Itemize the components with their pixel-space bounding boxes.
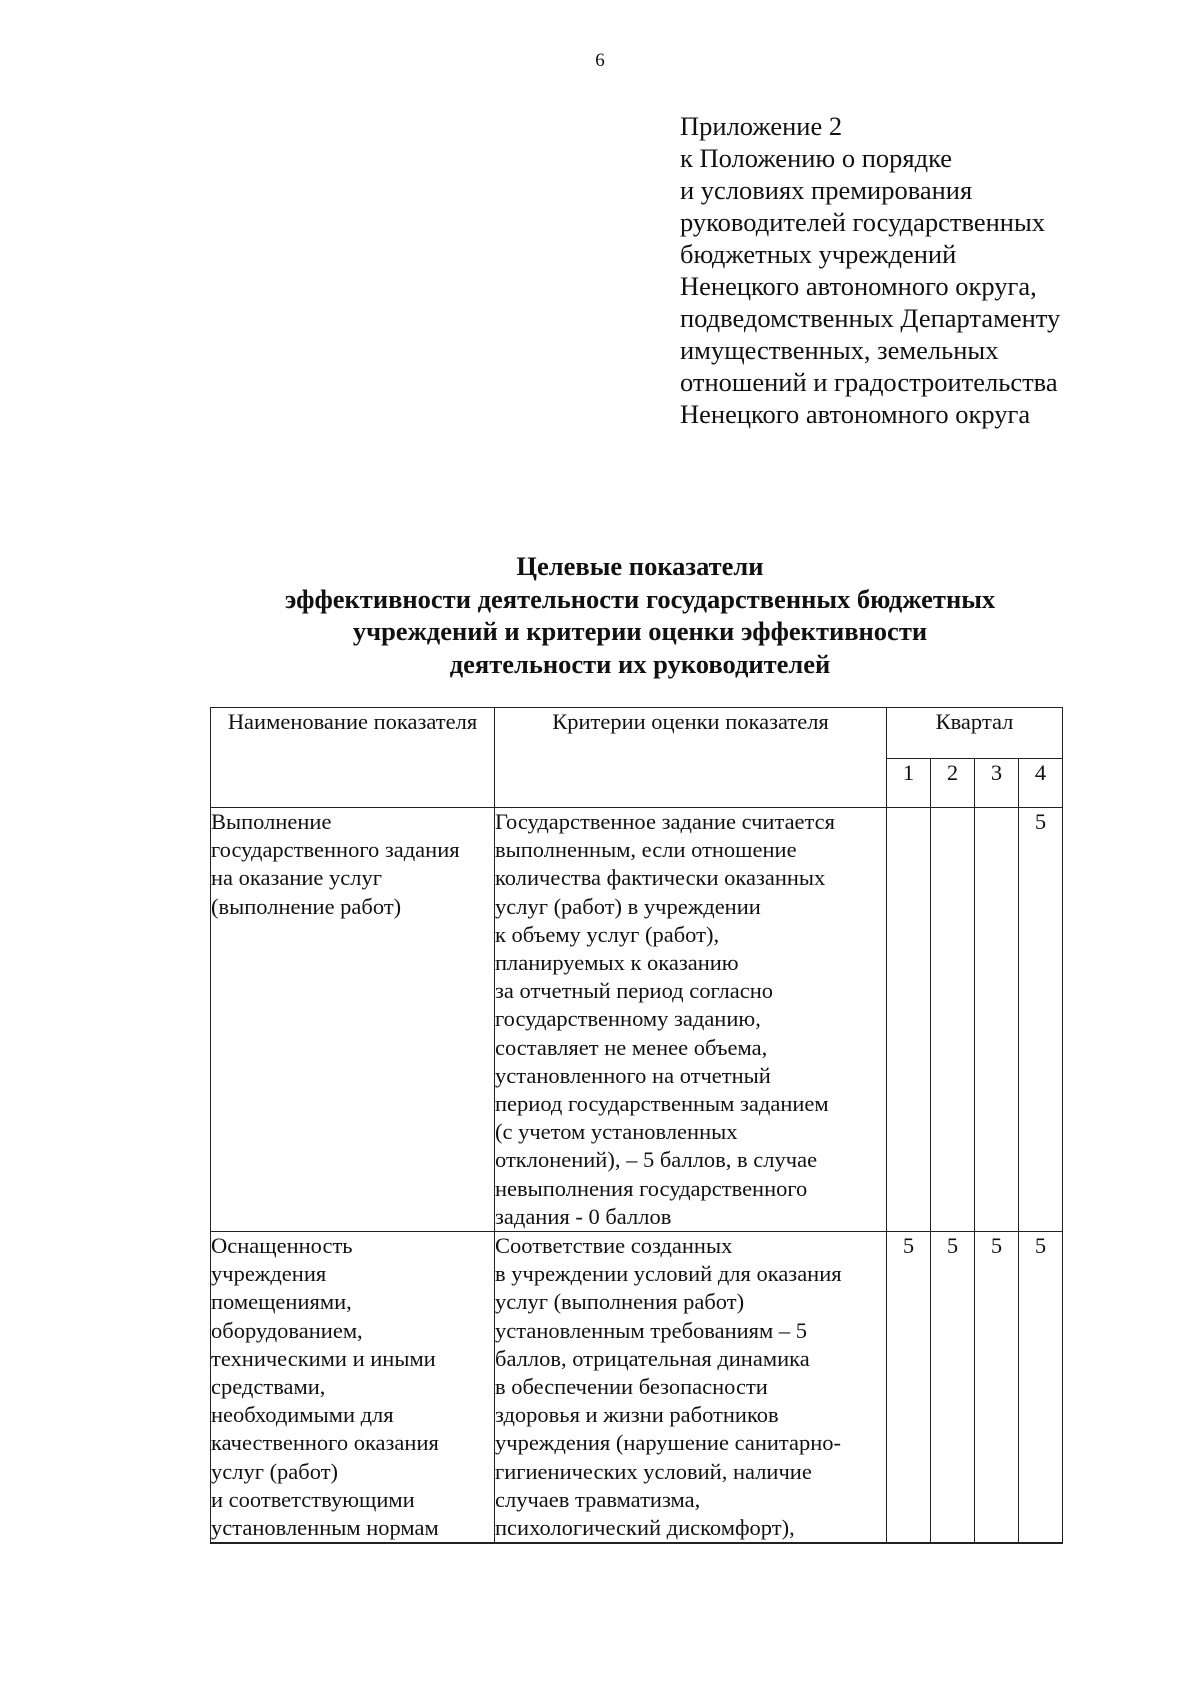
criteria-line: в обеспечении безопасности (495, 1374, 768, 1400)
indicator-name-cell (211, 808, 495, 1232)
title-line: деятельности их руководителей (449, 648, 831, 679)
indicator-name-line: качественного оказания (211, 1430, 439, 1456)
page-number: 6 (595, 50, 605, 71)
header-indicator-name: Наименование показателя (211, 708, 495, 808)
score-q3 (975, 808, 1019, 1232)
criteria-line: услуг (выполнения работ) (495, 1289, 745, 1315)
indicator-name-line: техническими и иными (211, 1345, 436, 1371)
criteria-line: установленным требованиям – 5 (495, 1317, 808, 1343)
document-title (0, 550, 1200, 680)
appendix-heading (680, 110, 1060, 430)
appendix-line: подведомственных Департаменту (680, 303, 1061, 333)
indicator-name-line: установленным нормам (211, 1515, 439, 1541)
criteria-line: составляет не менее объема, (495, 1034, 768, 1060)
criteria-line: планируемых к оказанию (495, 950, 739, 976)
criteria-line: невыполнения государственного (495, 1175, 808, 1201)
criteria-line: здоровья и жизни работников (495, 1402, 779, 1428)
indicator-name-line: помещениями, (211, 1289, 352, 1315)
score-q4: 5 (1019, 1232, 1063, 1544)
header-quarter-2: 2 (931, 759, 975, 808)
criteria-line: за отчетный период согласно (495, 978, 774, 1004)
indicator-name-line: услуг (работ) (211, 1458, 339, 1484)
criteria-line: Соответствие созданных (495, 1233, 733, 1259)
header-quarter: Квартал (887, 708, 1063, 759)
appendix-line: Приложение 2 (680, 111, 843, 141)
header-quarter-3: 3 (975, 759, 1019, 808)
appendix-line: отношений и градостроительства (680, 367, 1058, 397)
indicator-name-line: средствами, (211, 1374, 326, 1400)
appendix-line: к Положению о порядке (680, 143, 953, 173)
criteria-line: отклонений), – 5 баллов, в случае (495, 1147, 818, 1173)
criteria-line: услуг (работ) в учреждении (495, 893, 761, 919)
indicator-name-line: на оказание услуг (211, 865, 382, 891)
criteria-line: количества фактически оказанных (495, 865, 826, 891)
appendix-line: бюджетных учреждений (680, 239, 957, 269)
appendix-line: имущественных, земельных (680, 335, 999, 365)
indicator-name-line: необходимыми для (211, 1402, 394, 1428)
criteria-line: государственному заданию, (495, 1006, 761, 1032)
indicator-name-line: государственного задания (211, 837, 460, 863)
criteria-line: (с учетом установленных (495, 1119, 738, 1145)
criteria-line: установленного на отчетный (495, 1062, 771, 1088)
score-q1 (887, 808, 931, 1232)
criteria-line: в учреждении условий для оказания (495, 1261, 842, 1287)
criteria-line: психологический дискомфорт), (495, 1515, 795, 1541)
appendix-line: и условиях премирования (680, 175, 973, 205)
criteria-line: гигиенических условий, наличие (495, 1458, 812, 1484)
indicator-name-cell (211, 1232, 495, 1544)
criteria-line: Государственное задание считается (495, 809, 835, 834)
indicator-name-line: и соответствующими (211, 1486, 415, 1512)
header-criteria: Критерии оценки показателя (495, 708, 887, 808)
appendix-line: Ненецкого автономного округа, (680, 271, 1037, 301)
title-line: Целевые показатели (516, 551, 764, 581)
indicator-name-line: (выполнение работ) (211, 893, 402, 919)
criteria-line: баллов, отрицательная динамика (495, 1345, 810, 1371)
score-q4: 5 (1019, 808, 1063, 1232)
criteria-line: к объему услуг (работ), (495, 921, 720, 947)
appendix-line: Ненецкого автономного округа (680, 399, 1031, 429)
indicator-name-line: учреждения (211, 1261, 327, 1287)
criteria-line: выполненным, если отношение (495, 837, 797, 863)
indicators-table (210, 707, 1063, 1544)
title-line: учреждений и критерии оценки эффективности (352, 616, 928, 646)
criteria-cell (495, 1232, 887, 1544)
score-q1: 5 (887, 1232, 931, 1544)
criteria-line: период государственным заданием (495, 1091, 829, 1117)
header-quarter-4: 4 (1019, 759, 1063, 808)
title-line: эффективности деятельности государственных бюджетных (284, 583, 996, 614)
score-q3: 5 (975, 1232, 1019, 1544)
criteria-line: учреждения (нарушение санитарно- (495, 1430, 842, 1456)
criteria-cell (495, 808, 887, 1232)
score-q2: 5 (931, 1232, 975, 1544)
table-row (211, 1232, 1063, 1544)
criteria-line: случаев травматизма, (495, 1486, 701, 1512)
indicator-name-line: оборудованием, (211, 1317, 363, 1343)
criteria-line: задания - 0 баллов (495, 1203, 672, 1229)
indicator-name-line: Выполнение (211, 809, 332, 834)
table-row (211, 808, 1063, 1232)
appendix-line: руководителей государственных (680, 207, 1046, 237)
indicator-name-line: Оснащенность (211, 1233, 353, 1259)
header-quarter-1: 1 (887, 759, 931, 808)
score-q2 (931, 808, 975, 1232)
